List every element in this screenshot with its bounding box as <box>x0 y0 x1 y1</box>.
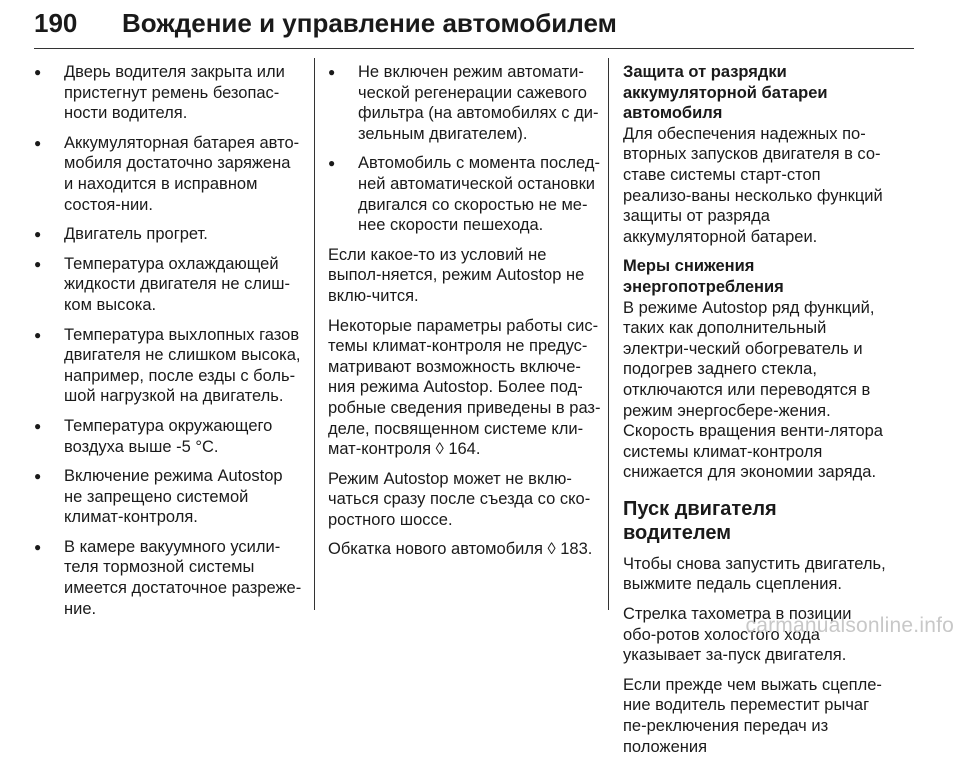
list-item: ● Автомобиль с момента послед-ней автоматической остановки двигался со скоростью не ме-нее скорости пешехода. <box>328 153 604 235</box>
list-item: ● Температура охлаждающей жидкости двигателя не слиш-ком высока. <box>34 254 304 316</box>
paragraph: Обкатка нового автомобиля ◊ 183. <box>328 540 593 559</box>
paragraph: Для обеспечения надежных по-вторных запусков двигателя в со-ставе системы старт-стоп реализо-ваны несколько функций защиты от разряда аккумуляторной батареи. <box>623 124 883 246</box>
list-item: ● Не включен режим автомати-ческой регенерации сажевого фильтра (на автомобилях с ди-зельным двигателем). <box>328 62 604 144</box>
conditions-list <box>34 62 304 619</box>
list-item: ● Двигатель прогрет. <box>34 224 304 245</box>
page-number: 190 <box>34 8 78 38</box>
conditions-list-continued <box>328 62 604 236</box>
column-divider-2 <box>608 58 609 610</box>
column-3 <box>623 62 889 766</box>
chapter-title: Вождение и управление автомобилем <box>122 8 617 38</box>
paragraph: В режиме Autostop ряд функций, таких как дополнительный электри-ческий обогреватель и подогрев заднего стекла, отключаются или переводятся в режим энергосбере-жения. Скорость вращения венти-лятора системы климат-контроля снижается для экономии заряда. <box>623 298 883 482</box>
paragraph: Режим Autostop может не вклю-чаться сразу после съезда со ско-ростного шоссе. <box>328 469 591 529</box>
subheading: Защита от разрядки аккумуляторной батареи автомобиля <box>623 63 828 123</box>
paragraph: Если какое-то из условий не выпол-няется, режим Autostop не вклю-чится. <box>328 245 585 305</box>
column-divider-1 <box>314 58 315 610</box>
paragraph: Чтобы снова запустить двигатель, выжмите педаль сцепления. <box>623 554 886 594</box>
section-title: Пуск двигателя водителем <box>623 497 777 544</box>
paragraph: Стрелка тахометра в позиции обо-ротов холостого хода указывает за-пуск двигателя. <box>623 605 852 665</box>
column-1 <box>34 62 304 628</box>
list-item: ● В камере вакуумного усили-теля тормозной системы имеется достаточное разреже-ние. <box>34 537 304 619</box>
watermark: carmanualsonline.info <box>745 614 954 637</box>
page-header <box>34 2 914 49</box>
list-item: ● Аккумуляторная батарея авто-мобиля достаточно заряжена и находится в исправном состоя-нии. <box>34 133 304 215</box>
list-item: ● Температура выхлопных газов двигателя не слишком высока, например, после езды с боль-шой нагрузкой на двигатель. <box>34 325 304 407</box>
list-item: ● Дверь водителя закрыта или пристегнут ремень безопас-ности водителя. <box>34 62 304 124</box>
subheading: Меры снижения энергопотребления <box>623 257 784 296</box>
paragraph: Если прежде чем выжать сцепле-ние водитель переместит рычаг пе-реключения передач из положения <box>623 675 882 756</box>
column-2 <box>328 62 604 569</box>
paragraph: Некоторые параметры работы сис-темы климат-контроля не предус-матривают возможность включе-ния режима Autostop. Более под-робные сведения приведены в раз-деле, посвященном системе кли-мат-контроля ◊ 164. <box>328 316 601 459</box>
list-item: ● Включение режима Autostop не запрещено системой климат-контроля. <box>34 466 304 528</box>
list-item: ● Температура окружающего воздуха выше -5 °C. <box>34 416 304 457</box>
